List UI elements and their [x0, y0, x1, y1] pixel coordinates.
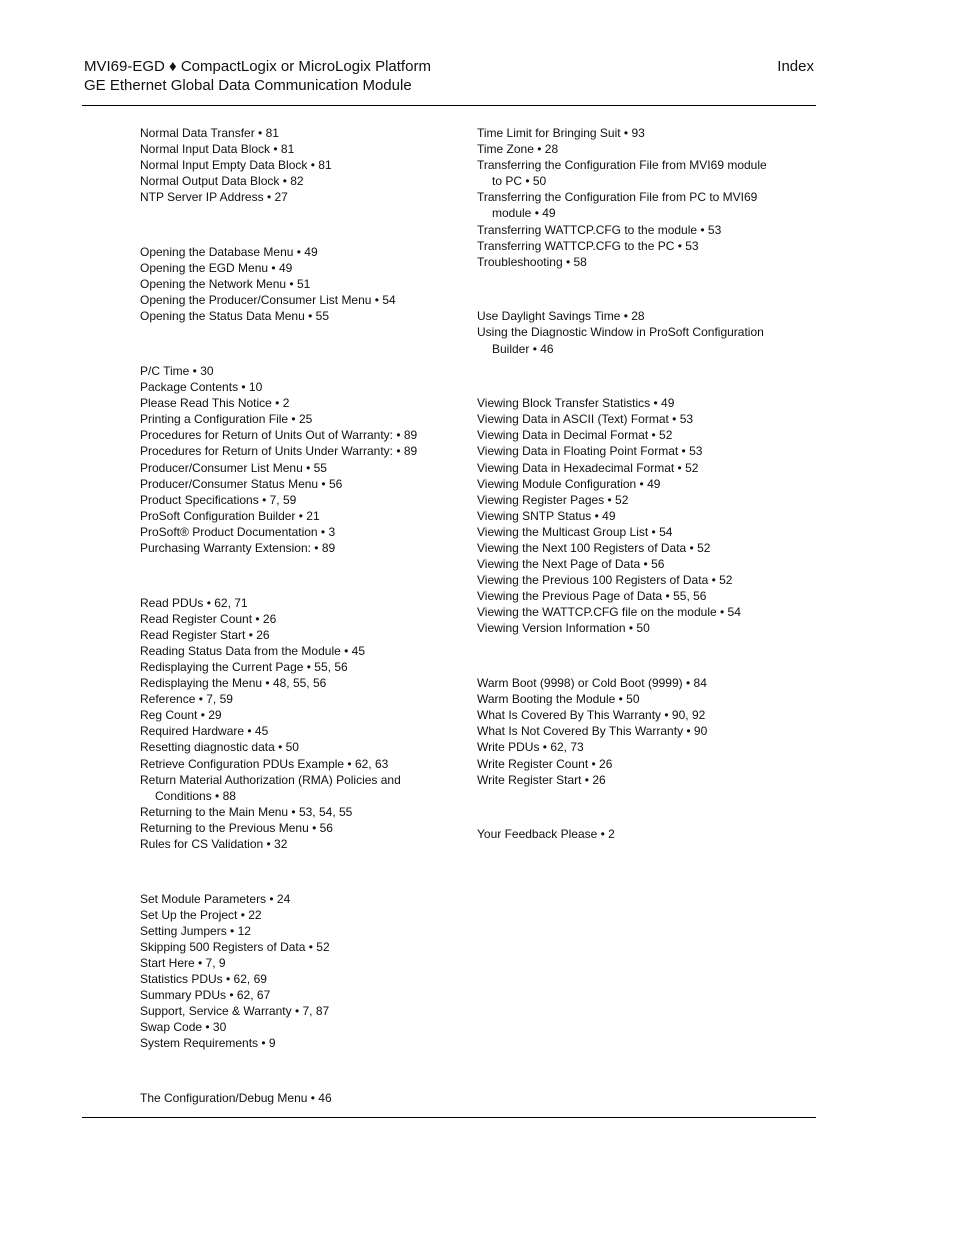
index-entry[interactable]: Normal Input Empty Data Block • 81	[140, 158, 332, 173]
index-entry[interactable]: Skipping 500 Registers of Data • 52	[140, 939, 330, 954]
index-entry[interactable]: Viewing the Previous Page of Data • 55, 56	[477, 589, 707, 604]
index-entry[interactable]: Normal Input Data Block • 81	[140, 142, 295, 157]
index-entry[interactable]: Retrieve Configuration PDUs Example • 62, 63	[140, 756, 389, 771]
index-entry[interactable]: Opening the Database Menu • 49	[140, 244, 318, 259]
section-title: Index	[777, 58, 814, 75]
index-entry[interactable]: Read Register Count • 26	[140, 611, 277, 626]
index-entry[interactable]: Viewing Version Information • 50	[477, 621, 650, 636]
index-entry[interactable]: Viewing the Next 100 Registers of Data • 52	[477, 540, 711, 555]
index-entry[interactable]: Troubleshooting • 58	[477, 254, 587, 269]
index-entry[interactable]: Viewing Register Pages • 52	[477, 492, 629, 507]
index-entry[interactable]: Transferring WATTCP.CFG to the module • 53	[477, 222, 722, 237]
index-entry[interactable]: Set Up the Project • 22	[140, 907, 262, 922]
index-entry[interactable]: Set Module Parameters • 24	[140, 891, 291, 906]
index-entry[interactable]: Normal Output Data Block • 82	[140, 174, 304, 189]
index-entry[interactable]: Time Limit for Bringing Suit • 93	[477, 126, 645, 140]
index-entry[interactable]: Viewing the Multicast Group List • 54	[477, 524, 673, 539]
letter-group-gap	[140, 852, 460, 891]
index-entry[interactable]: Producer/Consumer Status Menu • 56	[140, 476, 343, 491]
index-entry[interactable]: Procedures for Return of Units Out of Warranty: • 89	[140, 428, 418, 443]
index-entry[interactable]: Write PDUs • 62, 73	[477, 740, 584, 755]
letter-group-gap	[477, 788, 777, 827]
index-entry[interactable]: Opening the Network Menu • 51	[140, 277, 311, 292]
letter-group-gap	[140, 205, 460, 244]
index-entry[interactable]: Product Specifications • 7, 59	[140, 492, 297, 507]
index-entry[interactable]: Transferring WATTCP.CFG to the PC • 53	[477, 238, 699, 253]
index-column-left	[140, 125, 460, 1106]
index-letter-group	[140, 125, 460, 205]
index-entry[interactable]: Viewing Data in Decimal Format • 52	[477, 428, 673, 443]
index-entry[interactable]: Redisplaying the Menu • 48, 55, 56	[140, 676, 327, 691]
index-entry[interactable]: Opening the Status Data Menu • 55	[140, 309, 329, 324]
index-entry[interactable]: Return Material Authorization (RMA) Policies and Conditions • 88	[140, 772, 401, 803]
index-entry[interactable]: Swap Code • 30	[140, 1020, 227, 1035]
index-entry[interactable]: What Is Covered By This Warranty • 90, 92	[477, 708, 706, 723]
index-entry[interactable]: Viewing SNTP Status • 49	[477, 508, 616, 523]
index-entry[interactable]: Read Register Start • 26	[140, 627, 270, 642]
index-entry[interactable]: Time Zone • 28	[477, 142, 559, 157]
index-entry[interactable]: Redisplaying the Current Page • 55, 56	[140, 659, 348, 674]
index-entry[interactable]: Using the Diagnostic Window in ProSoft Configuration Builder • 46	[477, 325, 764, 356]
index-entry[interactable]: Returning to the Previous Menu • 56	[140, 820, 333, 835]
index-entry[interactable]: Purchasing Warranty Extension: • 89	[140, 540, 336, 555]
index-entry[interactable]: Transferring the Configuration File from PC to MVI69 module • 49	[477, 190, 758, 221]
index-entry[interactable]: Setting Jumpers • 12	[140, 923, 251, 938]
index-entry[interactable]: Support, Service & Warranty • 7, 87	[140, 1004, 330, 1019]
index-entry[interactable]: Warm Booting the Module • 50	[477, 692, 640, 707]
index-entry[interactable]: Viewing the WATTCP.CFG file on the module • 54	[477, 605, 741, 620]
index-column-right	[477, 125, 777, 842]
index-entry[interactable]: Opening the Producer/Consumer List Menu • 54	[140, 293, 396, 308]
index-letter-group	[140, 363, 460, 556]
index-entry[interactable]: NTP Server IP Address • 27	[140, 190, 288, 205]
letter-group-gap	[140, 1052, 460, 1091]
index-entry[interactable]: Procedures for Return of Units Under Warranty: • 89	[140, 444, 418, 459]
index-entry[interactable]: Reading Status Data from the Module • 45	[140, 643, 365, 658]
index-entry[interactable]: Please Read This Notice • 2	[140, 396, 290, 411]
index-entry[interactable]: Package Contents • 10	[140, 380, 263, 395]
index-letter-group	[140, 595, 460, 853]
index-entry[interactable]: Producer/Consumer List Menu • 55	[140, 460, 327, 475]
letter-group-gap	[140, 556, 460, 595]
letter-group-gap	[140, 324, 460, 363]
index-entry[interactable]: System Requirements • 9	[140, 1036, 276, 1051]
index-letter-group	[477, 125, 777, 270]
index-entry[interactable]: Viewing Module Configuration • 49	[477, 476, 661, 491]
letter-group-gap	[477, 270, 777, 309]
index-entry[interactable]: Write Register Start • 26	[477, 772, 606, 787]
index-entry[interactable]: Reference • 7, 59	[140, 692, 233, 707]
index-letter-group	[140, 1090, 460, 1106]
index-entry[interactable]: Statistics PDUs • 62, 69	[140, 972, 267, 987]
index-entry[interactable]: P/C Time • 30	[140, 363, 214, 378]
index-entry[interactable]: Returning to the Main Menu • 53, 54, 55	[140, 804, 353, 819]
index-entry[interactable]: Use Daylight Savings Time • 28	[477, 309, 645, 324]
page-header	[84, 57, 431, 95]
index-entry[interactable]: Rules for CS Validation • 32	[140, 836, 288, 851]
document-subtitle: GE Ethernet Global Data Communication Module	[84, 77, 412, 94]
index-entry[interactable]: Printing a Configuration File • 25	[140, 412, 313, 427]
document-title: MVI69-EGD ♦ CompactLogix or MicroLogix Platform	[84, 58, 431, 75]
index-entry[interactable]: Required Hardware • 45	[140, 724, 269, 739]
index-entry[interactable]: Viewing Block Transfer Statistics • 49	[477, 396, 675, 411]
index-entry[interactable]: Read PDUs • 62, 71	[140, 595, 248, 610]
index-entry[interactable]: Warm Boot (9998) or Cold Boot (9999) • 84	[477, 676, 707, 691]
index-entry[interactable]: What Is Not Covered By This Warranty • 90	[477, 724, 708, 739]
index-letter-group	[477, 826, 777, 842]
index-entry[interactable]: Summary PDUs • 62, 67	[140, 988, 271, 1003]
index-entry[interactable]: ProSoft® Product Documentation • 3	[140, 524, 336, 539]
index-letter-group	[477, 308, 777, 356]
index-entry[interactable]: Transferring the Configuration File from MVI69 module to PC • 50	[477, 158, 767, 189]
index-entry[interactable]: Resetting diagnostic data • 50	[140, 740, 299, 755]
index-entry[interactable]: Write Register Count • 26	[477, 756, 613, 771]
index-entry[interactable]: Viewing Data in Hexadecimal Format • 52	[477, 460, 699, 475]
header-rule	[82, 105, 816, 106]
footer-rule	[82, 1117, 816, 1118]
letter-group-gap	[477, 357, 777, 396]
index-entry[interactable]: Your Feedback Please • 2	[477, 827, 615, 842]
index-entry[interactable]: The Configuration/Debug Menu • 46	[140, 1091, 332, 1105]
index-letter-group	[140, 891, 460, 1052]
index-entry[interactable]: ProSoft Configuration Builder • 21	[140, 508, 320, 523]
index-entry[interactable]: Reg Count • 29	[140, 708, 222, 723]
index-entry[interactable]: Start Here • 7, 9	[140, 955, 226, 970]
letter-group-gap	[477, 637, 777, 676]
index-letter-group	[140, 244, 460, 324]
index-entry[interactable]: Viewing Data in ASCII (Text) Format • 53	[477, 412, 694, 427]
index-entry[interactable]: Normal Data Transfer • 81	[140, 126, 279, 140]
index-entry[interactable]: Viewing the Next Page of Data • 56	[477, 557, 665, 572]
index-letter-group	[477, 675, 777, 788]
index-entry[interactable]: Viewing the Previous 100 Registers of Data • 52	[477, 573, 733, 588]
index-letter-group	[477, 395, 777, 636]
index-entry[interactable]: Viewing Data in Floating Point Format • 53	[477, 444, 703, 459]
index-entry[interactable]: Opening the EGD Menu • 49	[140, 261, 293, 276]
